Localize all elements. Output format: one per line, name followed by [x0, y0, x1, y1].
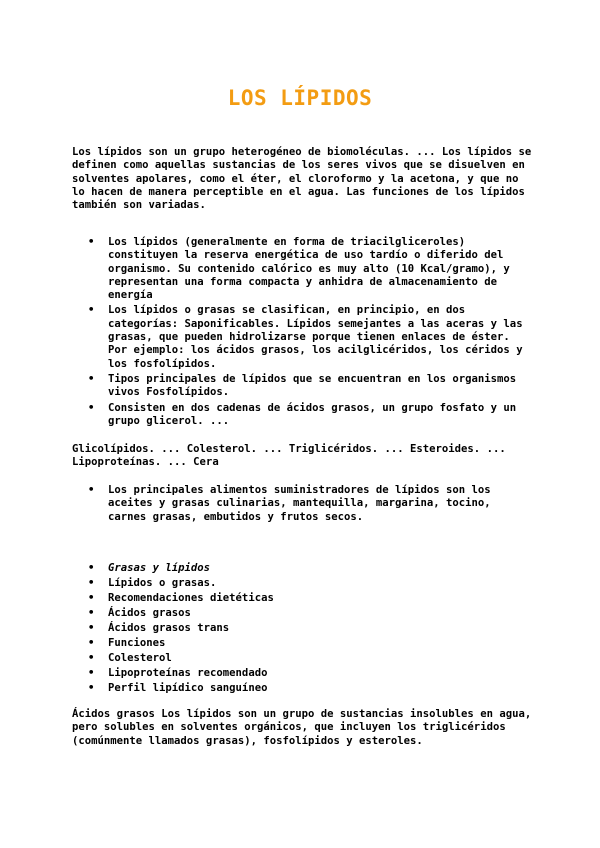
list-item-text: Tipos principales de lípidos que se encuentran en los organismos vivos Fosfolípidos. — [108, 372, 517, 399]
bullet-icon: • — [88, 681, 95, 694]
bullet-icon: • — [88, 304, 95, 317]
list-item-text: Funciones — [108, 636, 166, 649]
list-item-text: Los principales alimentos suministradores de lípidos son los aceites y grasas culinarias, mantequilla, margarina, tocino, carnes grasas, embutidos y frutos secos. — [108, 484, 491, 523]
lipid-types-paragraph: Glicolípidos. ... Colesterol. ... Triglicéridos. ... Esteroides. ... Lipoproteínas. ... Cera — [72, 443, 506, 469]
list-item-text: Lipoproteínas recomendado — [108, 666, 268, 679]
list-item — [72, 484, 532, 524]
bullet-icon: • — [88, 651, 95, 664]
list-item — [72, 304, 532, 370]
bullet-icon: • — [88, 401, 95, 414]
list-item — [72, 236, 532, 302]
bullet-icon: • — [88, 606, 95, 619]
bullet-icon: • — [88, 591, 95, 604]
list-item — [72, 607, 532, 620]
list-item-text: Ácidos grasos trans — [108, 621, 230, 634]
list-item-text: Grasas y lípidos — [108, 562, 211, 574]
bullet-icon: • — [88, 621, 95, 634]
list-item-text: Colesterol — [108, 651, 172, 664]
closing-paragraph: Ácidos grasos Los lípidos son un grupo de sustancias insolubles en agua, pero solubles en solventes orgánicos, que incluyen los triglicéridos (comúnmente llamados grasas), fosfolípidos y esteroles. — [72, 708, 532, 747]
list-item-text: Ácidos grasos — [108, 606, 191, 619]
bullet-icon: • — [88, 576, 95, 589]
list-item-text: Recomendaciones dietéticas — [108, 591, 274, 604]
bullet-icon: • — [88, 372, 95, 385]
bullet-icon: • — [88, 484, 95, 496]
list-item — [72, 402, 532, 429]
list-item-text: Consisten en dos cadenas de ácidos grasos, un grupo fosfato y un grupo glicerol. ... — [108, 401, 517, 427]
food-sources-list — [72, 484, 532, 526]
lipid-functions-list — [72, 236, 532, 430]
list-item — [72, 577, 532, 590]
list-item — [72, 637, 532, 650]
list-item — [72, 562, 532, 575]
list-item — [72, 622, 532, 635]
list-item-text: Perfil lipídico sanguíneo — [108, 681, 268, 694]
list-item — [72, 592, 532, 605]
list-item — [72, 667, 532, 680]
list-item — [72, 373, 532, 400]
bullet-icon: • — [88, 666, 95, 679]
list-item — [72, 682, 532, 695]
bullet-icon: • — [88, 236, 95, 248]
intro-paragraph: Los lípidos son un grupo heterogéneo de biomoléculas. ... Los lípidos se definen como aquellas sustancias de los seres vivos que se disuelven en solventes apolares, como el éter, el cloroformo y la acetona, y que no lo hacen de manera perceptible en el agua. Las funciones de los lípidos también son variadas. — [72, 146, 532, 212]
list-item-text: Los lípidos o grasas se clasifican, en principio, en dos categorías: Saponificables. Lípidos semejantes a las aceras y las grasas, que pueden hidrolizarse porque tienen enlaces de éster. Por ejemplo: los ácidos grasos, los acilglicéridos, los céridos y los fosfolípidos. — [108, 304, 523, 370]
topics-list — [72, 562, 532, 697]
bullet-icon: • — [88, 562, 95, 574]
list-item-text: Los lípidos (generalmente en forma de triacilgliceroles) constituyen la reserva energética de uso tardío o diferido del organismo. Su contenido calórico es muy alto (10 Kcal/gramo), y representan una forma compacta y anhidra de almacenamiento de energía — [108, 236, 510, 302]
page-title: LOS LÍPIDOS — [227, 86, 373, 110]
list-item-text: Lípidos o grasas. — [108, 576, 217, 589]
bullet-icon: • — [88, 636, 95, 649]
list-item — [72, 652, 532, 665]
